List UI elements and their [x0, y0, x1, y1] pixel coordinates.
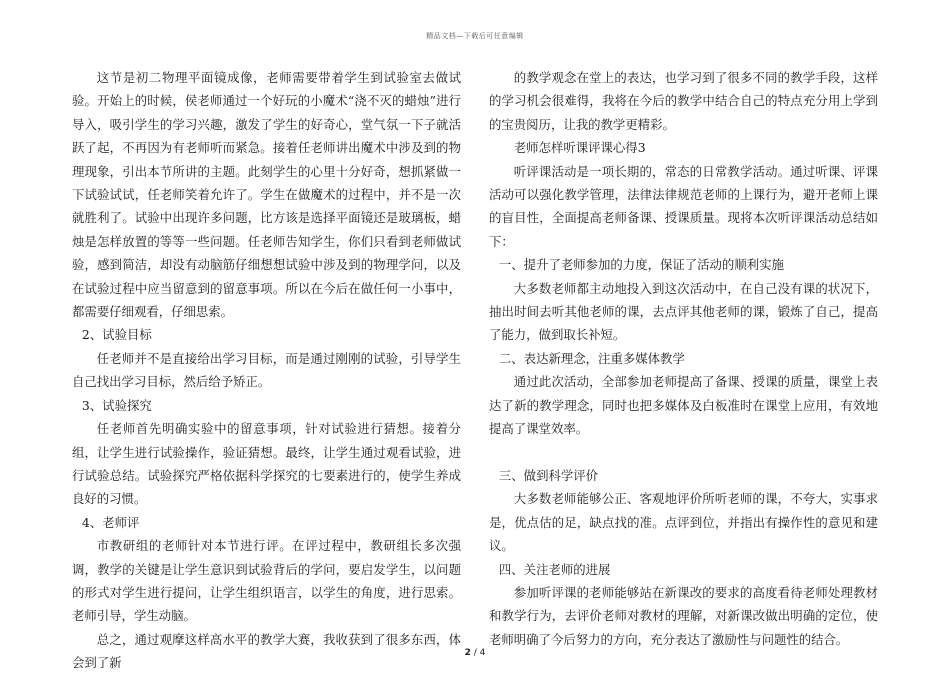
section-title: 老师怎样听课评课心得3 [513, 140, 646, 156]
section-heading: 二、表达新理念，注重多媒体教学 [498, 350, 685, 366]
right-column [489, 66, 878, 651]
section-heading: 4、老师评 [81, 514, 140, 530]
section-heading: 2、试验目标 [81, 327, 152, 343]
paragraph: 任老师首先明确实验中的留意事项，针对试验进行猜想。接着分组，让学生进行试验操作，验证猜想。最终，让学生通过观看试验，进行试验总结。试验探究严格依据科学探究的七要素进行的，使学生养成良好的习惯。 [72, 421, 461, 507]
spacer [489, 441, 878, 464]
left-column [72, 66, 461, 675]
section-heading: 3、试验探究 [81, 397, 152, 413]
paragraph: 任老师并不是直接给出学习目标，而是通过刚刚的试验，引导学生自己找出学习目标，然后给予矫正。 [72, 350, 461, 390]
paragraph: 总之，通过观摩这样高水平的教学大赛，我收获到了很多东西，体会到了新 [72, 631, 461, 671]
paragraph: 参加听评课的老师能够站在新课改的要求的高度看待老师处理教材和教学行为，去评价老师对教材的理解，对新课改做出明确的定位，使老师明确了今后努力的方向，充分表达了激励性与问题性的结合。 [489, 584, 878, 647]
paragraph: 的教学观念在堂上的表达，也学习到了很多不同的教学手段，这样的学习机会很难得，我将在今后的教学中结合自己的特点充分用上学到的宝贵阅历，让我的教学更精彩。 [489, 70, 878, 132]
section-heading: 三、做到科学评价 [498, 467, 599, 483]
section-heading: 四、关注老师的进展 [498, 561, 611, 577]
page-separator: / [470, 648, 480, 658]
paragraph: 市教研组的老师针对本节进行评。在评过程中，教研组长多次强调，教学的关键是让学生意识到试验背后的学问，要启发学生，以问题的形式对学生进行提问，让学生组织语言，以学生的角度，进行思索。老师引导，学生动脑。 [72, 538, 461, 624]
paragraph: 大多数老师能够公正、客观地评价所听老师的课，不夸大，实事求是，优点估的足，缺点找的准。点评到位，并指出有操作性的意见和建议。 [489, 491, 878, 554]
paragraph: 这节是初二物理平面镜成像，老师需要带着学生到试验室去做试验。开始上的时候，侯老师通过一个好玩的小魔术“浇不灭的蜡烛”进行导入，吸引学生的学习兴趣，激发了学生的好奇心，堂气氛一下子就活跃了起，不再因为有老师听而紧急。接着任老师讲出魔术中涉及到的物理现象，引出本节所讲的主题。此刻学生的心里十分好奇，想抓紧做一下试验试试，任老师笑着允许了。学生在做魔术的过程中，并不是一次就胜利了。试验中出现许多问题，比方该是选择平面镜还是玻璃板，蜡烛是怎样放置的等等一些问题。任老师告知学生，你们只看到老师做试验，感到简洁，却没有动脑筋仔细想想试验中涉及到的物理学问，以及在试验过程中应当留意到的留意事项。所以在今后在做任何一小事中，都需要仔细观看，仔细思索。 [72, 70, 461, 320]
paragraph: 听评课活动是一项长期的，常态的日常教学活动。通过听课、评课活动可以强化教学管理，法律法律规范老师的上课行为，避开老师上课的盲目性，全面提高老师备课、授课质量。现将本次听评课活动总结如下： [489, 163, 878, 249]
current-page: 2 [464, 648, 471, 658]
total-pages: 4 [479, 648, 486, 658]
document-header: 精品文档—下载后可任意编辑 [426, 32, 524, 40]
section-heading: 一、提升了老师参加的力度，保证了活动的顺利实施 [498, 257, 784, 273]
page-number [0, 648, 950, 658]
paragraph: 大多数老师都主动地投入到这次活动中，在自己没有课的状况下，抽出时间去听其他老师的课，去点评其他老师的课，锻炼了自己，提高了能力，做到取长补短。 [489, 280, 878, 343]
paragraph: 通过此次活动，全部参加老师提高了备课、授课的质量，课堂上表达了新的教学理念，同时也把多媒体及白板准时在课堂上应用，有效地提高了课堂效率。 [489, 374, 878, 437]
